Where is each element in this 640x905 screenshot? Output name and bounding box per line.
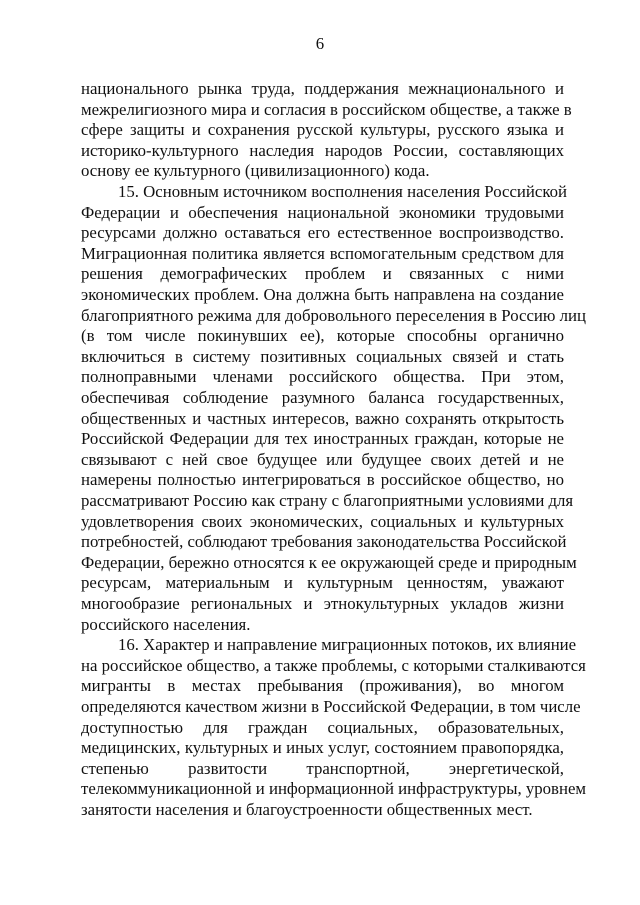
text-line: ресурсами должно оставаться его естественное воспроизводство. [81,223,564,243]
text-line: Федерации, бережно относятся к ее окружающей среде и природным [81,552,577,572]
text-line: общественных и частных интересов, важно сохранять открытость [81,408,564,428]
text-line: межрелигиозного мира и согласия в российском обществе, а также в [81,99,572,119]
text-line: национального рынка труда, поддержания межнационального и [81,79,564,98]
text-line: решения демографических проблем и связанных с ними [81,264,564,284]
page-number: 6 [315,34,325,53]
text-line: 15. Основным источником восполнения населения Российской [118,182,568,201]
text-line: степенью развитости транспортной, энергетической, [81,758,564,778]
text-line: основу ее культурного (цивилизационного) кода. [81,161,430,181]
text-line: удовлетворения своих экономических, социальных и культурных [81,511,564,531]
text-line: медицинских, культурных и иных услуг, состоянием правопорядка, [81,738,564,758]
text-line: историко-культурного наследия народов России, составляющих [81,140,564,160]
text-line: Миграционная политика является вспомогательным средством для [81,243,564,263]
text-line: экономических проблем. Она должна быть направлена на создание [81,285,564,304]
text-line: телекоммуникационной и информационной инфраструктуры, уровнем [81,779,587,799]
text-line: полноправными членами российского общества. При этом, [81,367,564,387]
text-line: связывают с ней свое будущее или будущее своих детей и не [81,449,564,469]
text-line: определяются качеством жизни в Российской Федерации, в том числе [81,697,581,716]
text-line: включиться в систему позитивных социальных связей и стать [81,346,564,366]
text-line: российского населения. [81,614,251,634]
text-line: ресурсам, материальным и культурным ценностям, уважают [81,573,564,593]
text-line: сфере защиты и сохранения русской культуры, русского языка и [81,120,564,140]
text-line: Российской Федерации для тех иностранных граждан, которые не [81,429,564,449]
text-line: мигранты в местах пребывания (проживания), во многом [81,676,564,696]
text-line: доступностью для граждан социальных, образовательных, [81,717,564,737]
text-line: Федерации и обеспечения национальной экономики трудовыми [81,202,564,222]
text-line: на российское общество, а также проблемы, с которыми сталкиваются [81,655,586,675]
text-line: рассматривают Россию как страну с благоприятными условиями для [81,491,574,510]
text-line: многообразие региональных и этнокультурных укладов жизни [81,594,564,613]
text-line: 16. Характер и направление миграционных потоков, их влияние [118,635,577,655]
text-line: занятости населения и благоустроенности общественных мест. [81,800,533,819]
text-line: намерены полностью интегрироваться в российское общество, но [81,470,564,490]
text-line: обеспечивая соблюдение разумного баланса государственных, [81,388,564,407]
text-line: (в том числе покинувших ее), которые способны органично [81,326,564,346]
text-line: благоприятного режима для добровольного переселения в Россию лиц [81,305,586,325]
text-line: потребностей, соблюдают требования законодательства Российской [81,532,567,552]
